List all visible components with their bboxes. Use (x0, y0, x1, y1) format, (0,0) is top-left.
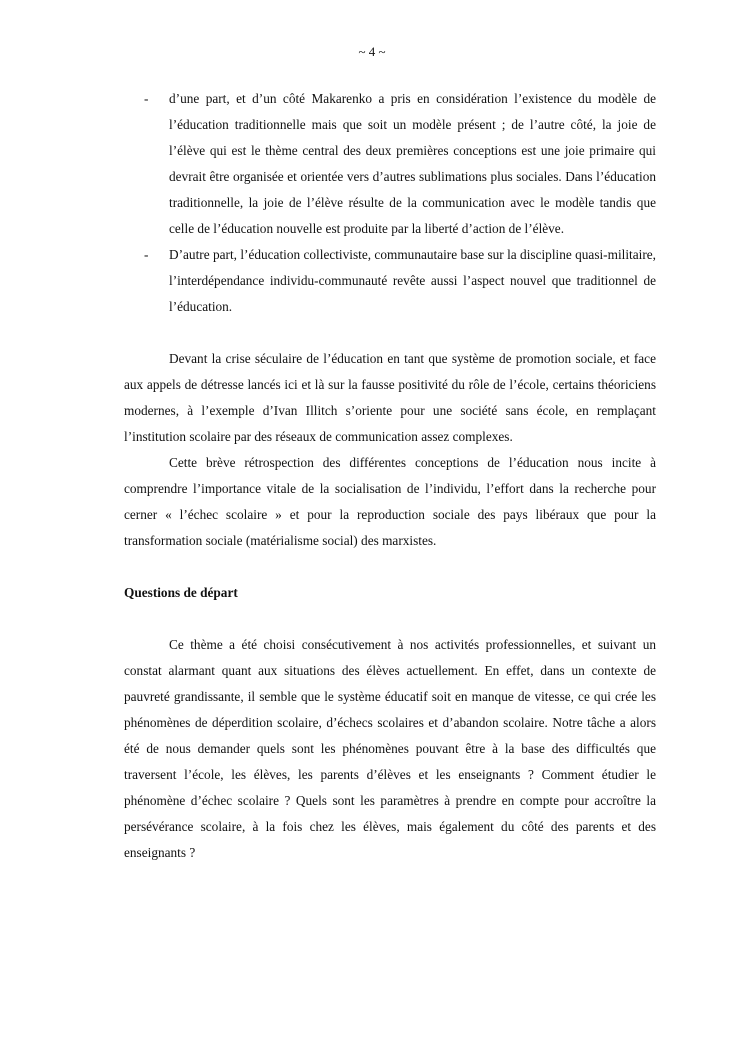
section-heading: Questions de départ (124, 585, 238, 600)
bullet-dash: - (144, 247, 149, 262)
paragraph-retrospection: Cette brève rétrospection des différentes conceptions de l’éducation nous incite à comprendre l’importance vitale de la socialisation de l’individu, l’effort dans la recherche pour cerner « l’échec scolaire » et pour la reproduction sociale des pays libéraux que pour la transformation sociale (matérialisme social) des marxistes. (124, 455, 656, 548)
bullet-dash: - (144, 91, 149, 106)
bullet-item (124, 86, 656, 242)
paragraph-questions-de-depart: Ce thème a été choisi consécutivement à nos activités professionnelles, et suivant un constat alarmant quant aux situations des élèves actuellement. En effet, dans un contexte de pauvreté grandissante, il semble que le système éducatif soit en manque de vitesse, ce qui crée les phénomènes de déperdition scolaire, d’échecs scolaires et d’abandon scolaire. Notre tâche a alors été de nous demander quels sont les phénomènes pouvant être à la base des difficultés que traversent l’école, les élèves, les parents d’élèves et les enseignants ? Comment étudier le phénomène d’échec scolaire ? Quels sont les paramètres à prendre en compte pour accroître la persévérance scolaire, à la fois chez les élèves, mais également du côté des parents et des enseignants ? (124, 637, 656, 860)
bullet-text: d’une part, et d’un côté Makarenko a pris en considération l’existence du modèle de l’éducation traditionnelle mais que soit un modèle présent ; de l’autre côté, la joie de l’élève qui est le thème central des deux premières conceptions est une joie primaire qui devrait être organisée et orientée vers d’autres sublimations plus sociales. Dans l’éducation traditionnelle, la joie de l’élève résulte de la communication avec le modèle tandis que celle de l’éducation nouvelle est produite par la liberté d’action de l’élève. (169, 91, 656, 236)
bullet-text: D’autre part, l’éducation collectiviste, communautaire base sur la discipline quasi-militaire, l’interdépendance individu-communauté revête aussi l’aspect nouvel que traditionnel de l’éducation. (169, 247, 656, 314)
paragraph-crise-seculaire: Devant la crise séculaire de l’éducation en tant que système de promotion sociale, et face aux appels de détresse lancés ici et là sur la fausse positivité du rôle de l’école, certains théoriciens modernes, à l’exemple d’Ivan Illitch s’oriente pour une société sans école, en remplaçant l’institution scolaire par des réseaux de communication assez complexes. (124, 351, 656, 444)
bullet-list (124, 86, 656, 320)
page-number: ~ 4 ~ (358, 44, 386, 59)
bullet-item (124, 242, 656, 320)
page-body (124, 86, 656, 866)
